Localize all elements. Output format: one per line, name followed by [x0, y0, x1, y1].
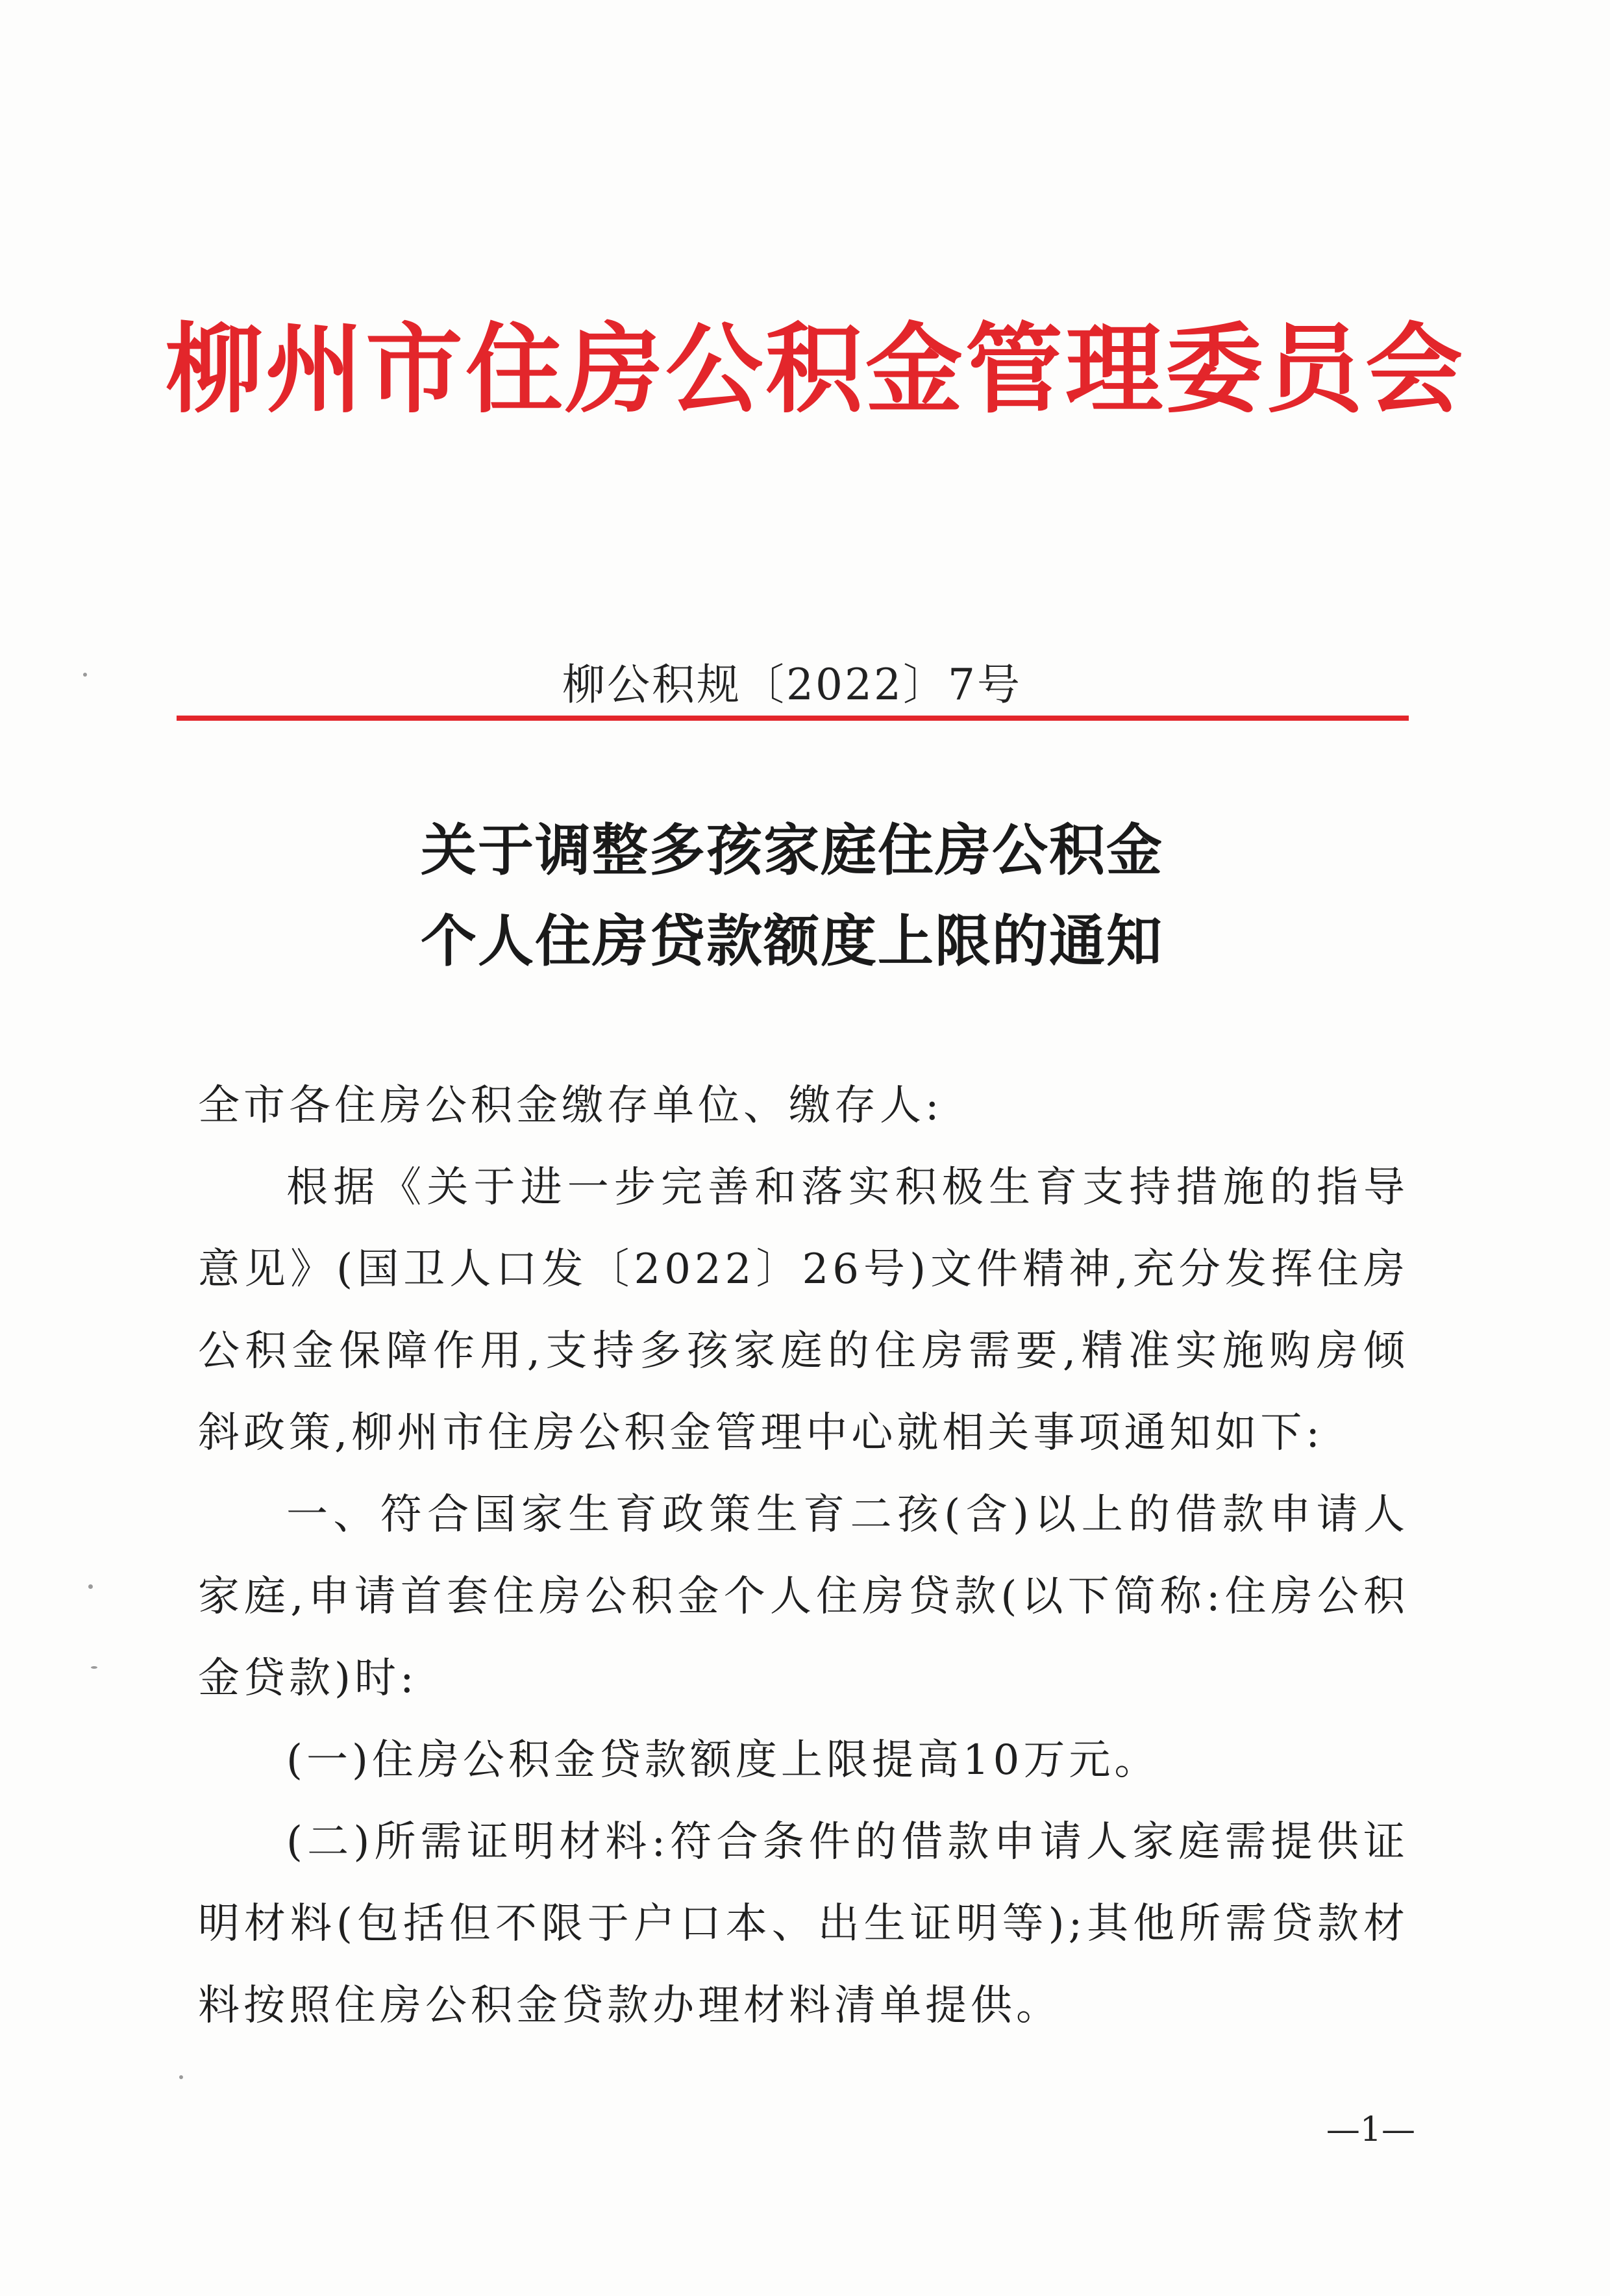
- title-line-2: 个人住房贷款额度上限的通知: [421, 909, 1163, 974]
- document-body: [198, 1065, 1409, 2047]
- salutation: 全市各住房公积金缴存单位、缴存人:: [198, 1082, 943, 1130]
- scan-speck: [88, 1584, 93, 1589]
- document-number: 柳公积规〔2022〕7号: [562, 660, 1022, 710]
- body-paragraph: 一、符合国家生育政策生育二孩(含)以上的借款申请人家庭,申请首套住房公积金个人住房贷款(以下简称:住房公积金贷款)时:: [198, 1491, 1409, 1703]
- body-paragraph: 根据《关于进一步完善和落实积极生育支持措施的指导意见》(国卫人口发〔2022〕26号)文件精神,充分发挥住房公积金保障作用,支持多孩家庭的住房需要,精准实施购房倾斜政策,柳州市住房公积金管理中心就相关事项通知如下:: [198, 1164, 1409, 1457]
- scan-speck: [91, 1666, 97, 1669]
- document-title: [175, 805, 1409, 987]
- red-divider-line: [177, 716, 1409, 721]
- issuer-masthead: 柳州市住房公积金管理委员会: [166, 314, 1466, 427]
- scan-speck: [179, 2075, 183, 2079]
- page-number: —1—: [1326, 2110, 1415, 2149]
- body-paragraph: (二)所需证明材料:符合条件的借款申请人家庭需提供证明材料(包括但不限于户口本、出生证明等);其他所需贷款材料按照住房公积金贷款办理材料清单提供。: [198, 1818, 1409, 2030]
- scan-speck: [83, 673, 87, 677]
- body-paragraph: (一)住房公积金贷款额度上限提高10万元。: [286, 1736, 1160, 1784]
- title-line-1: 关于调整多孩家庭住房公积金: [421, 818, 1163, 883]
